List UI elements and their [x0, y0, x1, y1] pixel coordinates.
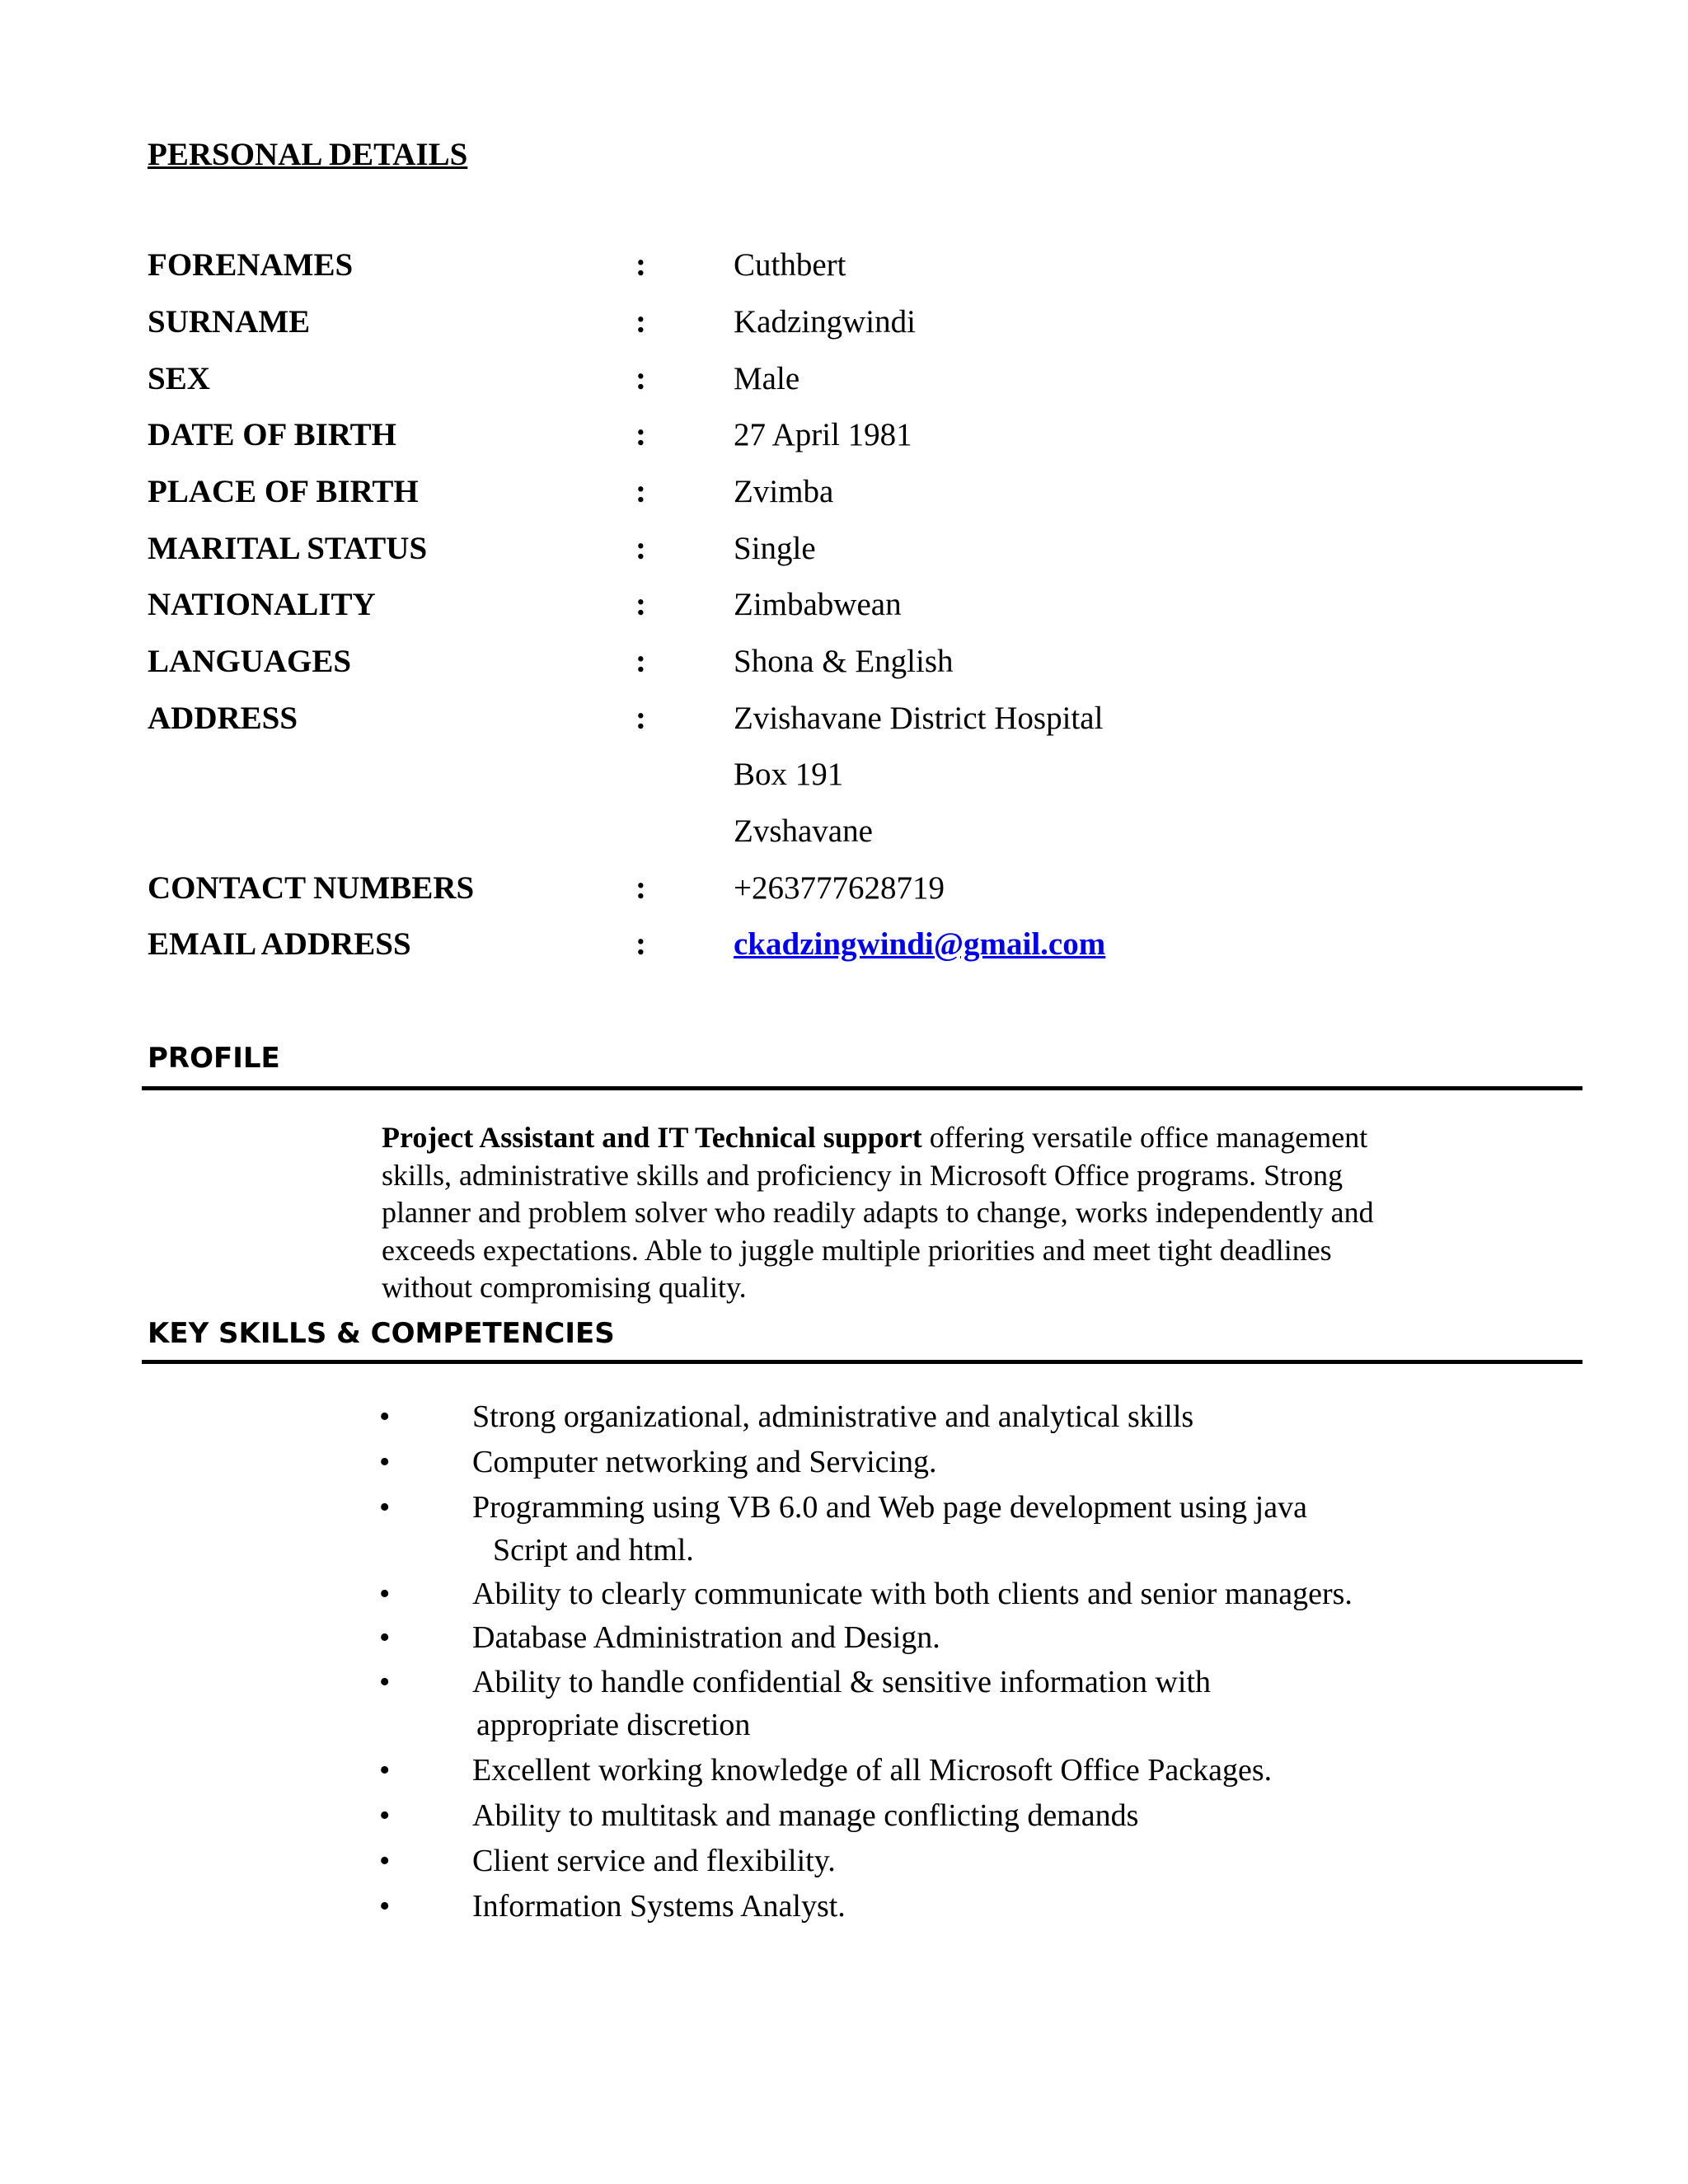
value-address-line: Box 191 [734, 757, 844, 792]
skill-item: Ability to clearly communicate with both clients and senior managers. [472, 1577, 1353, 1611]
value-marital-status: Single [734, 531, 816, 566]
label-contact-numbers: CONTACT NUMBERS [148, 870, 475, 906]
value-surname: Kadzingwindi [734, 304, 916, 340]
value-address-line: Zvshavane [734, 813, 873, 849]
bullet-icon: • [379, 1620, 391, 1655]
separator: : [635, 644, 646, 679]
label-address: ADDRESS [148, 701, 298, 736]
separator: : [635, 870, 646, 906]
profile-line [382, 1119, 1519, 1157]
separator: : [635, 304, 646, 340]
separator: : [635, 361, 646, 396]
profile-bold-intro: Project Assistant and IT Technical support [382, 1121, 922, 1154]
bullet-icon: • [379, 1798, 391, 1833]
separator: : [635, 247, 646, 283]
section-divider [142, 1360, 1582, 1364]
bullet-icon: • [379, 1445, 391, 1479]
label-email-address: EMAIL ADDRESS [148, 926, 411, 962]
bullet-icon: • [379, 1577, 391, 1611]
personal-details-heading: PERSONAL DETAILS [148, 137, 468, 172]
skill-item: Information Systems Analyst. [472, 1889, 846, 1924]
bullet-icon: • [379, 1753, 391, 1788]
bullet-icon: • [379, 1844, 391, 1878]
label-surname: SURNAME [148, 304, 311, 340]
skill-item: Computer networking and Servicing. [472, 1445, 937, 1479]
skill-item: Database Administration and Design. [472, 1620, 940, 1655]
value-languages: Shona & English [734, 644, 954, 679]
label-nationality: NATIONALITY [148, 587, 376, 622]
separator: : [635, 474, 646, 509]
bullet-icon: • [379, 1490, 391, 1525]
skill-item: Programming using VB 6.0 and Web page development using java [472, 1490, 1307, 1525]
separator: : [635, 587, 646, 622]
profile-line: without compromising quality. [382, 1271, 747, 1304]
skill-item: Strong organizational, administrative and analytical skills [472, 1399, 1194, 1434]
label-date-of-birth: DATE OF BIRTH [148, 417, 397, 452]
skill-item-continuation: Script and html. [493, 1533, 694, 1568]
label-sex: SEX [148, 361, 210, 396]
label-place-of-birth: PLACE OF BIRTH [148, 474, 419, 509]
skills-heading: KEY SKILLS & COMPETENCIES [148, 1317, 615, 1350]
profile-paragraph [382, 1119, 1519, 1307]
label-marital-status: MARITAL STATUS [148, 531, 428, 566]
value-date-of-birth: 27 April 1981 [734, 417, 912, 452]
value-contact-numbers: +263777628719 [734, 870, 945, 906]
profile-line-rest: offering versatile office management [921, 1121, 1368, 1154]
value-forenames: Cuthbert [734, 247, 846, 283]
bullet-icon: • [379, 1665, 391, 1699]
bullet-icon: • [379, 1399, 391, 1434]
separator: : [635, 926, 646, 962]
skill-item: Client service and flexibility. [472, 1844, 836, 1878]
profile-line: skills, administrative skills and proficiency in Microsoft Office programs. Strong [382, 1158, 1343, 1192]
skill-item: Ability to multitask and manage conflicting demands [472, 1798, 1139, 1833]
skill-item-continuation: appropriate discretion [476, 1708, 751, 1742]
skill-item: Ability to handle confidential & sensitive information with [472, 1665, 1212, 1699]
value-nationality: Zimbabwean [734, 587, 902, 622]
bullet-icon: • [379, 1889, 391, 1924]
skill-item: Excellent working knowledge of all Microsoft Office Packages. [472, 1753, 1273, 1788]
separator: : [635, 701, 646, 736]
section-divider [142, 1086, 1582, 1090]
label-languages: LANGUAGES [148, 644, 352, 679]
value-place-of-birth: Zvimba [734, 474, 834, 509]
profile-line: planner and problem solver who readily adapts to change, works independently and [382, 1196, 1374, 1229]
email-link[interactable]: ckadzingwindi@gmail.com [734, 926, 1106, 962]
profile-heading: PROFILE [148, 1042, 280, 1075]
separator: : [635, 417, 646, 452]
value-sex: Male [734, 361, 800, 396]
label-forenames: FORENAMES [148, 247, 354, 283]
profile-line: exceeds expectations. Able to juggle multiple priorities and meet tight deadlines [382, 1233, 1332, 1267]
separator: : [635, 531, 646, 566]
value-address-line: Zvishavane District Hospital [734, 701, 1104, 736]
